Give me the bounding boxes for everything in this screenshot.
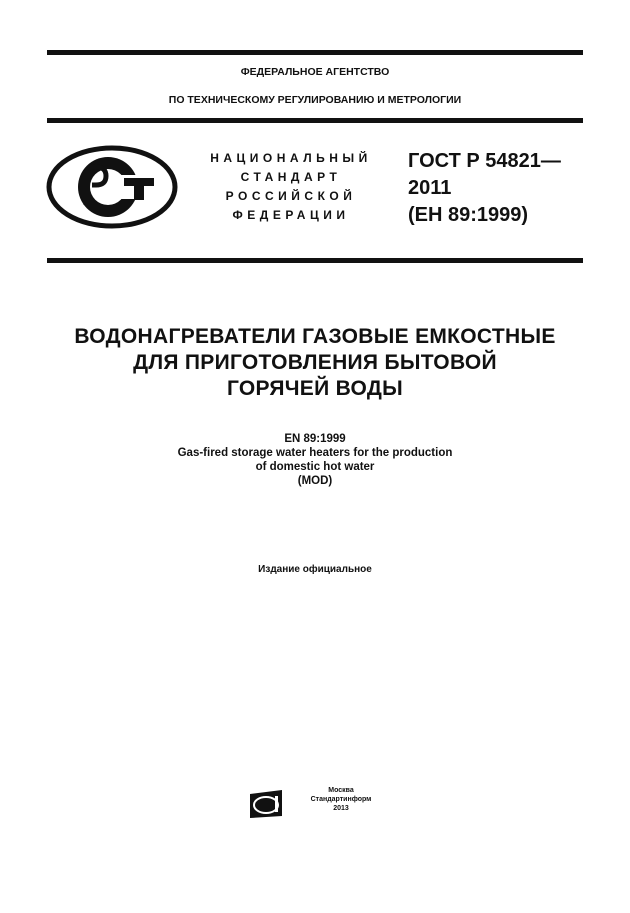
en-mod: (MOD) <box>297 475 333 487</box>
en-standard: EN 89:1999 <box>284 433 346 445</box>
agency-line-2: ПО ТЕХНИЧЕСКОМУ РЕГУЛИРОВАНИЮ И МЕТРОЛОГИИ <box>168 94 462 106</box>
en-title-line: of domestic hot water <box>255 461 375 473</box>
document-title <box>0 324 630 402</box>
title-line: ГОРЯЧЕЙ ВОДЫ <box>226 377 404 400</box>
designation-year: 2011 <box>408 177 452 199</box>
designation-number: ГОСТ Р 54821— <box>408 150 561 172</box>
title-line: ДЛЯ ПРИГОТОВЛЕНИЯ БЫТОВОЙ <box>133 351 497 374</box>
title-line: ВОДОНАГРЕВАТЕЛИ ГАЗОВЫЕ ЕМКОСТНЫЕ <box>74 325 556 348</box>
publisher-logo <box>248 790 286 818</box>
header-bottom-rule <box>47 258 583 263</box>
english-title <box>0 432 630 488</box>
publisher-name: Стандартинформ <box>310 796 372 803</box>
edition-label: Издание официальное <box>258 564 372 575</box>
top-rule <box>47 50 583 55</box>
national-standard-label <box>196 149 386 225</box>
rst-logo <box>46 145 178 229</box>
en-title-line: Gas-fired storage water heaters for the production <box>177 447 453 459</box>
national-standard-line: СТАНДАРТ <box>240 170 342 184</box>
agency-line-1: ФЕДЕРАЛЬНОЕ АГЕНТСТВО <box>240 66 390 78</box>
national-standard-line: РОССИЙСКОЙ <box>225 189 357 203</box>
agency-rule <box>47 118 583 123</box>
publisher-info <box>296 786 386 813</box>
national-standard-line: НАЦИОНАЛЬНЫЙ <box>210 151 372 165</box>
national-standard-line: ФЕДЕРАЦИИ <box>232 208 350 222</box>
publisher-city: Москва <box>328 787 354 794</box>
standard-designation <box>408 148 561 229</box>
designation-en: (ЕН 89:1999) <box>408 204 529 226</box>
publisher-year: 2013 <box>333 805 349 812</box>
